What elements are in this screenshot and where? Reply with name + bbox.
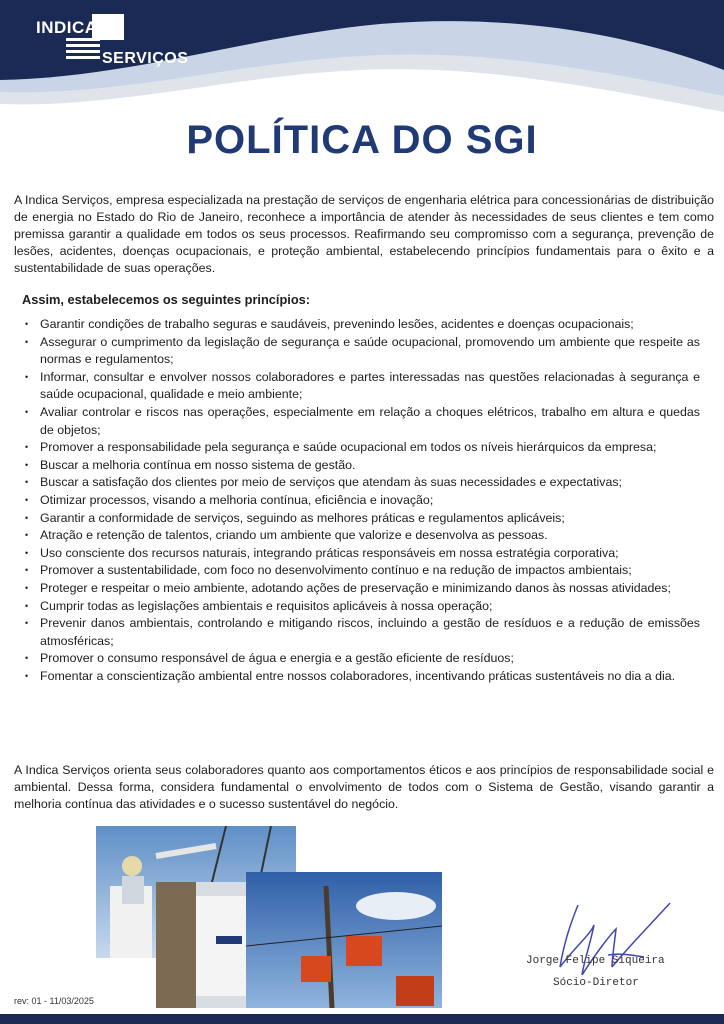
- bucket-truck-crew-photo: [246, 872, 442, 1008]
- list-item: • Garantir a conformidade de serviços, seguindo as melhores práticas e regulamentos aplicáveis;: [20, 510, 700, 528]
- list-item: • Avaliar controlar e riscos nas operações, especialmente em relação a choques elétricos, trabalho em altura e quedas de objetos;: [20, 404, 700, 439]
- list-item: • Otimizar processos, visando a melhoria contínua, eficiência e inovação;: [20, 492, 700, 510]
- signature-role: Sócio-Diretor: [553, 977, 639, 989]
- intro-paragraph: A Indica Serviços, empresa especializada na prestação de serviços de engenharia elétrica para concessionárias de distribuição de energia no Estado do Rio de Janeiro, reconhece a importância de atender às necessidades de seus clientes e tem como premissa garantir a qualidade em todos os seus processos. Reafirmando seu compromisso com a segurança, prevenção de lesões, acidentes, doenças ocupacionais, e proteção ambiental, estabelecendo princípios fundamentais para o êxito e a sustentabilidade de suas operações.: [14, 193, 714, 275]
- list-item: • Garantir condições de trabalho seguras e saudáveis, prevenindo lesões, acidentes e doenças ocupacionais;: [20, 316, 700, 334]
- revision-label: rev: 01 - 11/03/2025: [14, 996, 94, 1006]
- list-item: • Assegurar o cumprimento da legislação de segurança e saúde ocupacional, promovendo um ambiente que respeite as normas e regulamentos;: [20, 334, 700, 369]
- list-item: • Uso consciente dos recursos naturais, integrando práticas responsáveis em nossa estratégia corporativa;: [20, 545, 700, 563]
- closing-paragraph: A Indica Serviços orienta seus colaboradores quanto aos comportamentos éticos e aos princípios de responsabilidade social e ambiental. Dessa forma, considera fundamental o envolvimento de todos com o Sistema de Gestão, visando garantir a melhoria contínua das atividades e o sucesso sustentável do negócio.: [14, 763, 714, 811]
- list-item: • Promover a sustentabilidade, com foco no desenvolvimento contínuo e na redução de impactos ambientais;: [20, 562, 700, 580]
- principles-list: [20, 316, 700, 685]
- list-item: • Buscar a satisfação dos clientes por meio de serviços que atendam às suas necessidades e expectativas;: [20, 474, 700, 492]
- indica-servicos-logo: [32, 12, 189, 74]
- list-item: • Proteger e respeitar o meio ambiente, adotando ações de preservação e minimizando danos às nossas atividades;: [20, 580, 700, 598]
- logo-lines-icon: [66, 38, 100, 62]
- list-item: • Informar, consultar e envolver nossos colaboradores e partes interessadas nas questões relacionadas à segurança e saúde ocupacional, qualidade e meio ambiente;: [20, 369, 700, 404]
- list-item: • Buscar a melhoria contínua em nosso sistema de gestão.: [20, 457, 700, 475]
- list-item: • Cumprir todas as legislações ambientais e requisitos aplicáveis à nossa operação;: [20, 598, 700, 616]
- list-item: • Promover a responsabilidade pela segurança e saúde ocupacional em todos os níveis hierárquicos da empresa;: [20, 439, 700, 457]
- list-item: • Atração e retenção de talentos, criando um ambiente que valorize e desenvolva as pessoas.: [20, 527, 700, 545]
- photo-collage: [96, 826, 442, 1008]
- principles-heading: Assim, estabelecemos os seguintes princípios:: [22, 292, 311, 307]
- page-title: POLÍTICA DO SGI: [186, 118, 538, 162]
- logo-text-indica: INDICA: [36, 18, 98, 37]
- list-item: • Prevenir danos ambientais, controlando e mitigando riscos, incluindo a gestão de resíduos e a redução de emissões atmosféricas;: [20, 615, 700, 650]
- list-item: • Promover o consumo responsável de água e energia e a gestão eficiente de resíduos;: [20, 650, 700, 668]
- footer-bar: [0, 1014, 724, 1024]
- signature-name: Jorge Felipe Siqueira: [526, 955, 665, 967]
- logo-text-servicos: SERVIÇOS: [102, 50, 189, 67]
- list-item: • Fomentar a conscientização ambiental entre nossos colaboradores, incentivando práticas sustentáveis no dia a dia.: [20, 668, 700, 686]
